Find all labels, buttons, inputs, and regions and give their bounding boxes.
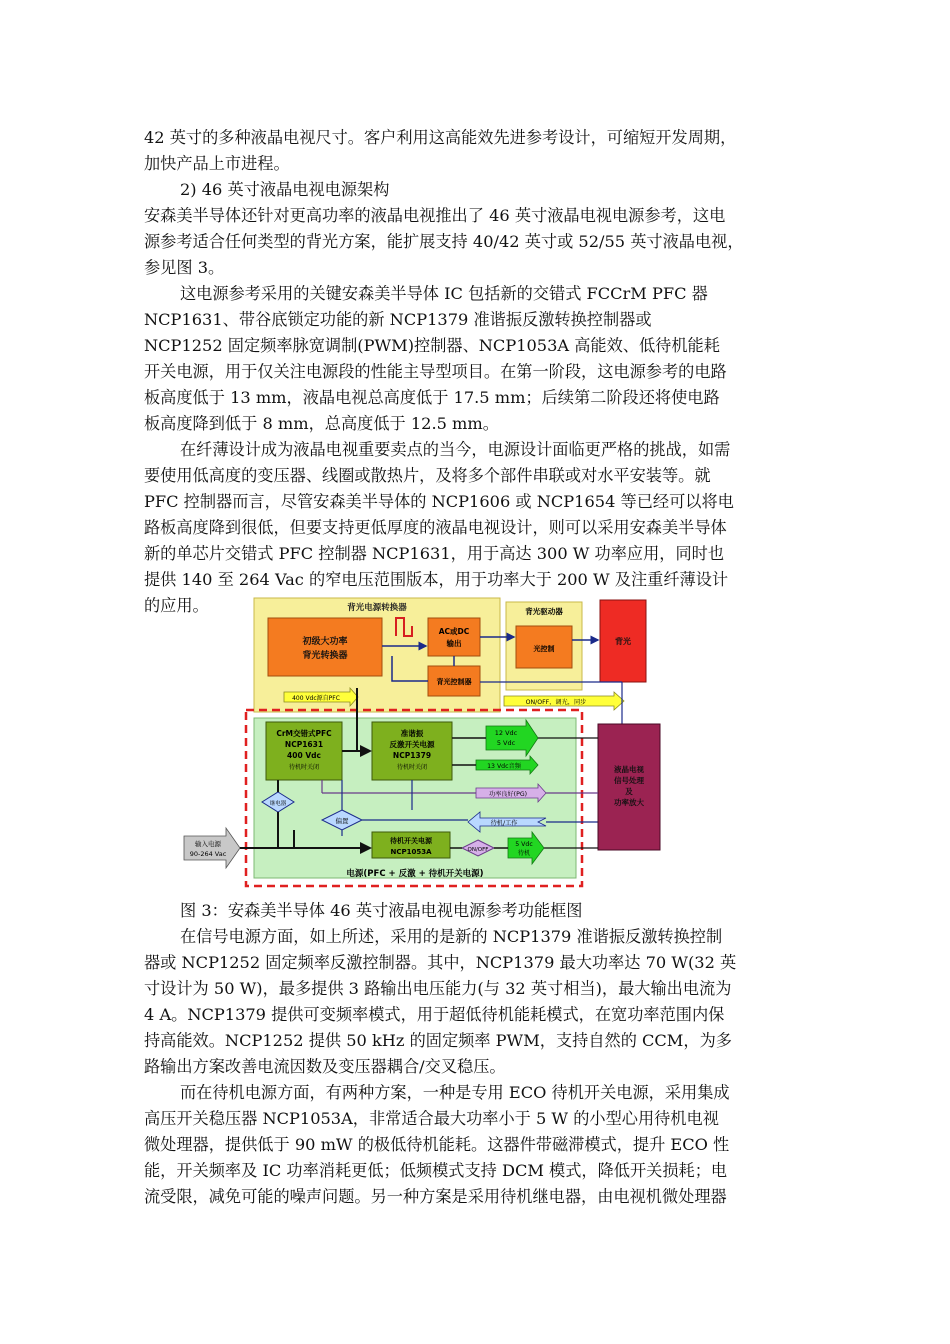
input-power-label: 输入电源	[195, 840, 221, 848]
text-line: 源参考适合任何类型的背光方案，能扩展支持 40/42 英寸或 52/55 英寸液晶电视，	[144, 232, 744, 251]
text-line: 板高度降到低于 8 mm，总高度低于 12.5 mm。	[144, 414, 499, 433]
pfc-label: CrM交错式PFC	[276, 729, 332, 738]
text-line: PFC 控制器而言，尽管安森美半导体的 NCP1606 或 NCP1654 等已经可以将电	[144, 492, 734, 511]
flyback-label: 待机时关闭	[396, 764, 428, 771]
text-line: 42 英寸的多种液晶电视尺寸。客户利用这高能效先进参考设计，可缩短开发周期，	[144, 128, 737, 147]
output-5v-standby-label: 5 Vdc	[515, 841, 533, 848]
backlight-driver-label: 背光驱动器	[525, 607, 563, 616]
light-control-label: 光控制	[533, 645, 555, 653]
onoff-switch-label: ON/OFF	[467, 847, 489, 853]
text-line: 4 A。NCP1379 提供可变频率模式，用于超低待机能耗模式，在宽功率范围内保	[144, 1005, 725, 1024]
output-13v-audio-label: 13 Vdc音频	[487, 763, 521, 770]
standby-work-label: 待机/工作	[490, 820, 518, 827]
text-line: 的应用。	[144, 596, 209, 615]
text-line: 而在待机电源方面，有两种方案，一种是专用 ECO 待机开关电源，采用集成	[180, 1083, 730, 1102]
acdc-output-block	[428, 618, 480, 656]
text-line: 在纤薄设计成为液晶电视重要卖点的当今，电源设计面临更严格的挑战，如需	[180, 440, 731, 459]
onoff-dim-sync-label: ON/OFF，调光，同步	[525, 699, 587, 706]
text-line: NCP1631、带谷底锁定功能的新 NCP1379 准谐振反激转换控制器或	[144, 310, 652, 329]
paragraph-3	[144, 281, 806, 437]
block-diagram	[182, 596, 662, 888]
text-line: 寸设计为 50 W)，最多提供 3 路输出电压能力(与 32 英寸相当)，最大输出电流为	[144, 979, 732, 998]
text-line: 板高度低于 13 mm，液晶电视总高度低于 17.5 mm；后续第二阶段还将使电路	[144, 388, 720, 407]
relay-label: 继电器	[269, 801, 287, 807]
pfc-feed-label: 400 Vdc源自PFC	[292, 695, 340, 702]
acdc-label: 输出	[446, 639, 462, 648]
output-12v-5v-label: 12 Vdc	[494, 729, 518, 737]
figure-caption: 图 3：安森美半导体 46 英寸液晶电视电源参考功能框图	[180, 901, 583, 920]
text-line: 高压开关稳压器 NCP1053A，非常适合最大功率小于 5 W 的小型心用待机电视	[144, 1109, 719, 1128]
text-line: 路板高度降到很低，但要支持更低厚度的液晶电视设计，则可以采用安森美半导体	[144, 518, 727, 537]
backlight-controller-label: 背光控制器	[436, 678, 472, 686]
paragraph-1	[144, 125, 806, 177]
section-heading	[144, 177, 806, 203]
lcd-signal-label: 信号处理	[614, 776, 644, 785]
acdc-label: AC或DC	[438, 627, 470, 636]
paragraph-2	[144, 203, 806, 281]
block-diagram-figure	[182, 596, 662, 888]
text-line: 路输出方案改善电流因数及变压器耦合/交叉稳压。	[144, 1057, 506, 1076]
flyback-label: 反激开关电源	[389, 740, 435, 749]
text-line: 开关电源，用于仅关注电源段的性能主导型项目。在第一阶段，这电源参考的电路	[144, 362, 727, 381]
output-12v-5v-label: 5 Vdc	[496, 739, 516, 747]
text-line: 持高能效。NCP1252 提供 50 kHz 的固定频率 PWM，支持自然的 CCM，为多	[144, 1031, 732, 1050]
backlight-label: 背光	[615, 637, 631, 646]
text-line: 安森美半导体还针对更高功率的液晶电视推出了 46 英寸液晶电视电源参考，这电	[144, 206, 726, 225]
power-section-label: 电源(PFC + 反激 + 待机开关电源)	[346, 869, 484, 879]
text-line: 提供 140 至 264 Vac 的窄电压范围版本，用于功率大于 200 W 及注重纤薄设计	[144, 570, 729, 589]
text-line: 能，开关频率及 IC 功率消耗更低；低频模式支持 DCM 模式，降低开关损耗；电	[144, 1161, 728, 1180]
primary-converter-label: 初级大功率	[302, 637, 348, 647]
pfc-label: 待机时关闭	[288, 764, 320, 771]
pfc-label: NCP1631	[284, 740, 324, 749]
text-line: 这电源参考采用的关键安森美半导体 IC 包括新的交错式 FCCrM PFC 器	[180, 284, 708, 303]
text-line: 新的单芯片交错式 PFC 控制器 NCP1631，用于高达 300 W 功率应用，同时也	[144, 544, 725, 563]
text-line: 微处理器，提供低于 90 mW 的极低待机能耗。这器件带磁滞模式，提升 ECO 性	[144, 1135, 730, 1154]
primary-converter-label: 背光转换器	[302, 651, 348, 661]
bias-label: 偏置	[335, 817, 349, 825]
flyback-label: NCP1379	[392, 751, 432, 760]
text-line: 2) 46 英寸液晶电视电源架构	[180, 180, 390, 199]
input-power-label: 90-264 Vac	[189, 850, 227, 858]
pfc-label: 400 Vdc	[287, 751, 321, 760]
paragraph-5	[144, 924, 806, 1080]
standby-smps-label: 待机开关电源	[390, 837, 432, 845]
power-good-label: 功率良好(PG)	[488, 791, 528, 798]
output-5v-standby-label: 待机	[517, 850, 531, 857]
text-line: 参见图 3。	[144, 258, 225, 277]
lcd-signal-label: 液晶电视	[614, 765, 644, 774]
text-line: 器或 NCP1252 固定频率反激控制器。其中，NCP1379 最大功率达 70 W(32 英	[144, 953, 737, 972]
flyback-label: 准谐振	[400, 729, 424, 738]
paragraph-6	[144, 1080, 806, 1210]
standby-smps-label: NCP1053A	[390, 848, 432, 856]
text-line: NCP1252 固定频率脉宽调制(PWM)控制器、NCP1053A 高能效、低待机能耗	[144, 336, 720, 355]
primary-converter-block	[268, 618, 382, 676]
paragraph-4	[144, 437, 806, 619]
text-line: 要使用低高度的变压器、线圈或散热片，及将多个部件串联或对水平安装等。就	[144, 466, 711, 485]
lcd-signal-label: 及	[625, 787, 633, 796]
input-power-arrow	[184, 828, 240, 868]
backlight-section-label: 背光电源转换器	[347, 603, 407, 613]
text-line: 在信号电源方面，如上所述，采用的是新的 NCP1379 准谐振反激转换控制	[180, 927, 723, 946]
text-line: 流受限，减免可能的噪声问题。另一种方案是采用待机继电器，由电视机微处理器	[144, 1187, 727, 1206]
text-line: 加快产品上市进程。	[144, 154, 290, 173]
lcd-signal-label: 功率放大	[614, 798, 644, 807]
